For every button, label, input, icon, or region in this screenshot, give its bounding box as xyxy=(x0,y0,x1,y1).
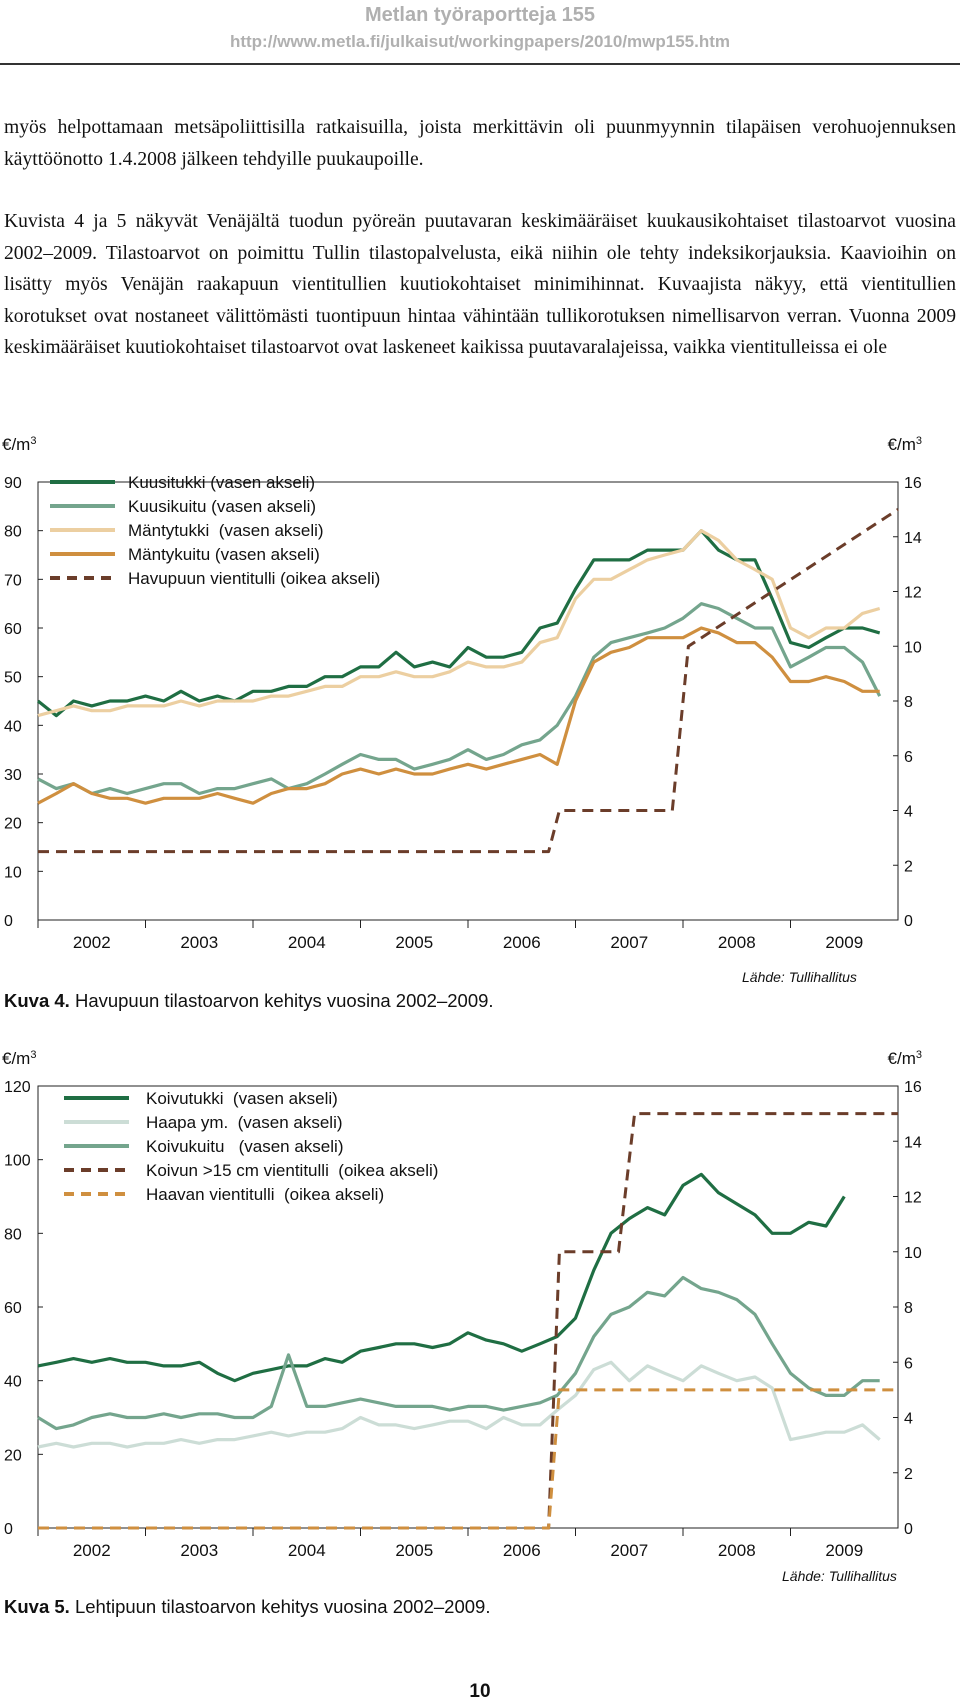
fig5-series-line-2 xyxy=(38,1362,880,1447)
fig5-series-line-3 xyxy=(38,1278,880,1429)
body-paragraph-2: Kuvista 4 ja 5 näkyvät Venäjältä tuodun pyöreän puutavaran keskimääräiset kuukausikohtaiset tilastoarvot vuosina 2002–2009. Tilastoarvot on poimittu Tullin tilastopalvelusta, eikä niihin ole tehty indeksikorjauksia. Kaavioihin on lisätty myös Venäjän raakapuun vientitullien kuutiokohtaiset minimihinnat. Kuvaajista näkyy, että vientitullien korotukset ovat nostaneet välittömästi tuontipuun hintaa vähintään tullikorotuksen nimellisarvon verran. Vuonna 2009 keskimääräiset kuutiokohtaiset tilastoarvot ovat laskeneet kaikissa puutavaralajeissa, vaikka vientitulleissa ei ole xyxy=(4,211,956,358)
fig5-left-tick-label: 20 xyxy=(4,1447,22,1465)
figure-5-source: Lähde: Tullihallitus xyxy=(782,1568,897,1584)
fig5-legend-label-3: Koivukuitu (vasen akseli) xyxy=(146,1137,344,1156)
fig4-series-line-2 xyxy=(38,604,880,794)
fig5-legend-label-1: Koivutukki (vasen akseli) xyxy=(146,1089,338,1108)
fig5-x-tick-label: 2005 xyxy=(395,1541,434,1560)
fig5-x-tick-label: 2006 xyxy=(502,1541,541,1560)
figure-4-caption-label: Kuva 4. xyxy=(4,990,70,1011)
fig4-right-unit-sup: 3 xyxy=(915,435,922,447)
fig5-left-unit-sup: 3 xyxy=(30,1049,37,1061)
fig5-left-tick-label: 0 xyxy=(4,1521,13,1538)
fig4-left-tick-label: 10 xyxy=(4,864,22,882)
report-series-title: Metlan työraportteja 155 xyxy=(364,4,596,26)
fig5-x-tick-label: 2003 xyxy=(180,1541,219,1560)
fig5-series-line-5 xyxy=(38,1390,898,1528)
fig5-right-tick-label: 10 xyxy=(904,1244,922,1262)
fig4-left-tick-label: 30 xyxy=(4,767,22,784)
header-rule xyxy=(0,63,960,65)
fig4-x-tick-label: 2003 xyxy=(180,933,219,952)
figure-4-chart xyxy=(0,430,960,970)
fig4-legend-label-2: Kuusikuitu (vasen akseli) xyxy=(128,497,317,516)
fig4-right-tick-label: 0 xyxy=(904,913,913,930)
fig5-x-tick-label: 2002 xyxy=(72,1541,111,1560)
fig5-right-tick-label: 0 xyxy=(904,1521,913,1538)
figure-5-caption-text: Lehtipuun tilastoarvon kehitys vuosina 2002–2009. xyxy=(69,1596,491,1617)
fig5-right-tick-label: 6 xyxy=(904,1355,913,1373)
report-url[interactable]: http://www.metla.fi/julkaisut/workingpapers/2010/mwp155.htm xyxy=(229,32,731,51)
fig5-right-tick-label: 16 xyxy=(904,1079,922,1096)
fig4-right-tick-label: 10 xyxy=(904,639,922,657)
figure-5-chart xyxy=(0,1042,960,1622)
fig5-left-unit-label: $€/m^3$ xyxy=(2,1049,37,1068)
fig5-legend-label-4: Koivun >15 cm vientitulli (oikea akseli) xyxy=(146,1161,439,1180)
fig4-legend-label-5: Havupuun vientitulli (oikea akseli) xyxy=(128,569,381,588)
fig4-x-tick-label: 2007 xyxy=(610,933,649,952)
figure-4-caption-text: Havupuun tilastoarvon kehitys vuosina 2002–2009. xyxy=(69,990,494,1011)
fig4-left-tick-label: 20 xyxy=(4,815,22,833)
fig4-left-unit-label: $€/m^3$ xyxy=(2,435,37,454)
fig4-left-tick-label: 0 xyxy=(4,913,13,930)
fig4-right-tick-label: 6 xyxy=(904,748,913,766)
fig4-right-tick-label: 2 xyxy=(904,858,913,876)
fig4-series-line-4 xyxy=(38,628,880,803)
figure-5-caption-label: Kuva 5. xyxy=(4,1596,70,1617)
fig4-right-tick-label: 14 xyxy=(904,529,922,547)
figure-5-caption xyxy=(4,1596,490,1618)
fig4-right-tick-label: 4 xyxy=(904,803,913,821)
figure-4-caption xyxy=(4,990,494,1012)
fig4-right-tick-label: 12 xyxy=(904,584,922,602)
fig5-legend-label-2: Haapa ym. (vasen akseli) xyxy=(146,1113,343,1132)
fig4-legend-label-4: Mäntykuitu (vasen akseli) xyxy=(128,545,320,564)
fig4-left-unit-sup: 3 xyxy=(30,435,37,447)
fig5-right-tick-label: 8 xyxy=(904,1300,913,1317)
fig5-series-line-1 xyxy=(38,1174,844,1380)
fig5-left-tick-label: 120 xyxy=(4,1079,31,1096)
fig5-x-tick-label: 2009 xyxy=(825,1541,864,1560)
page-number: 10 xyxy=(469,1681,491,1702)
fig5-right-tick-label: 4 xyxy=(904,1410,913,1428)
fig4-x-tick-label: 2005 xyxy=(395,933,434,952)
fig4-right-tick-label: 8 xyxy=(904,694,913,711)
fig4-left-tick-label: 90 xyxy=(4,475,22,492)
fig4-left-tick-label: 60 xyxy=(4,621,22,638)
fig4-legend-label-1: Kuusitukki (vasen akseli) xyxy=(128,473,316,492)
fig4-left-tick-label: 40 xyxy=(4,718,22,736)
fig4-left-tick-label: 50 xyxy=(4,669,22,687)
fig4-left-tick-label: 80 xyxy=(4,523,22,541)
fig5-right-unit-sup: 3 xyxy=(915,1049,922,1061)
fig4-right-tick-label: 16 xyxy=(904,475,922,492)
fig5-right-unit-label: $€/m^3$ xyxy=(887,1049,922,1068)
fig5-left-tick-label: 100 xyxy=(4,1152,31,1170)
fig5-legend-label-5: Haavan vientitulli (oikea akseli) xyxy=(146,1185,385,1204)
fig4-x-tick-label: 2002 xyxy=(72,933,111,952)
fig5-x-tick-label: 2007 xyxy=(610,1541,649,1560)
figure-4-source: Lähde: Tullihallitus xyxy=(742,969,857,985)
body-paragraph-1: myös helpottamaan metsäpoliittisilla ratkaisuilla, joista merkittävin oli puunmyynnin tilapäisen verohuojennuksen käyttöönotto 1.4.2008 jälkeen tehdyille puukaupoille. xyxy=(4,117,956,170)
fig5-x-tick-label: 2008 xyxy=(717,1541,756,1560)
fig4-x-tick-label: 2004 xyxy=(287,933,326,952)
fig4-right-unit-label: $€/m^3$ xyxy=(887,435,922,454)
fig5-left-tick-label: 60 xyxy=(4,1300,22,1317)
fig5-right-tick-label: 14 xyxy=(904,1134,922,1152)
fig4-left-tick-label: 70 xyxy=(4,572,22,590)
fig4-x-tick-label: 2009 xyxy=(825,933,864,952)
fig5-left-tick-label: 80 xyxy=(4,1226,22,1244)
fig5-right-tick-label: 12 xyxy=(904,1189,922,1207)
fig4-x-tick-label: 2006 xyxy=(502,933,541,952)
fig5-x-tick-label: 2004 xyxy=(287,1541,326,1560)
fig4-x-tick-label: 2008 xyxy=(717,933,756,952)
fig5-right-tick-label: 2 xyxy=(904,1465,913,1483)
fig5-left-tick-label: 40 xyxy=(4,1373,22,1391)
fig4-legend-label-3: Mäntytukki (vasen akseli) xyxy=(128,521,324,540)
